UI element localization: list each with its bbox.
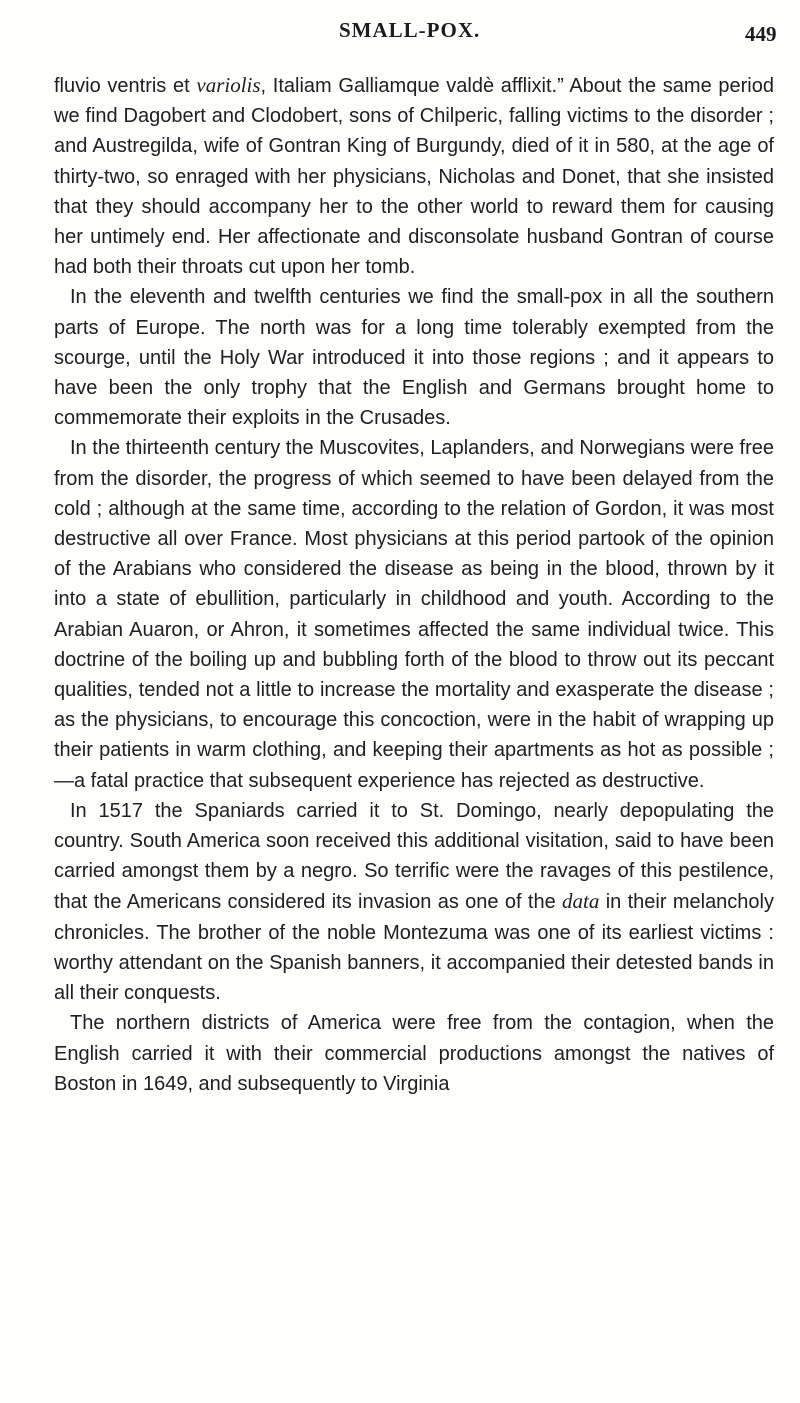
italic-text: data <box>562 889 600 914</box>
text-run: in their melancholy chronicles. The brother of the noble Montezuma was one of its earliest victims : worthy attendant on the Spanish banners, it accompanied their detested bands in all their conquests. <box>54 891 774 1005</box>
page-number: 449 <box>745 22 777 46</box>
body-text <box>54 70 774 1099</box>
running-head: SMALL-POX. <box>339 18 481 42</box>
paragraph <box>54 1008 774 1099</box>
text-run: In 1517 the Spaniards carried it to St. Domingo, nearly depopulating the country. South America soon received this additional visitation, said to have been carried amongst them by a negro. So terrific were the ravages of this pestilence, that the Americans considered its invasion as one of the <box>54 799 774 914</box>
italic-text: variolis <box>196 73 261 97</box>
text-run: , Italiam Galliamque valdè afflixit.” About the same period we find Dagobert and Clodobert, sons of Chilperic, falling victims to the disorder ; and Austregilda, wife of Gontran King of Burgundy, died of it in 580, at the age of thirty-two, so enraged with her physicians, Nicholas and Donet, that she insisted that they should accompany her to the other world to reward them for causing her untimely end. Her affectionate and disconsolate husband Gontran of course had both their throats cut upon her tomb. <box>54 75 774 279</box>
page-header <box>0 18 800 48</box>
paragraph <box>54 282 774 433</box>
paragraph <box>54 796 774 1008</box>
paragraph <box>54 70 774 282</box>
paragraph <box>54 433 774 795</box>
text-run: The northern districts of America were free from the contagion, when the English carried it with their commercial productions amongst the natives of Boston in 1649, and subsequently to Virginia <box>54 1012 774 1095</box>
text-run: fluvio ventris et <box>54 75 197 97</box>
text-run: In the eleventh and twelfth centuries we find the small-pox in all the southern parts of Europe. The north was for a long time tolerably exempted from the scourge, until the Holy War introduced it into those regions ; and it appears to have been the only trophy that the English and Germans brought home to commemorate their exploits in the Crusades. <box>54 286 774 430</box>
text-run: In the thirteenth century the Muscovites, Laplanders, and Norwegians were free from the disorder, the progress of which seemed to have been delayed from the cold ; although at the same time, according to the relation of Gordon, it was most destructive all over France. Most physicians at this period partook of the opinion of the Arabians who considered the disease as being in the blood, thrown by it into a state of ebullition, particularly in childhood and youth. According to the Arabian Auaron, or Ahron, it sometimes affected the same individual twice. This doctrine of the boiling up and bubbling forth of the blood to throw out its peccant qualities, tended not a little to increase the mortality and exasperate the disease ; as the physicians, to encourage this concoction, were in the habit of wrapping up their patients in warm clothing, and keeping their apartments as hot as possible ;—a fatal practice that subsequent experience has rejected as destructive. <box>54 437 774 792</box>
